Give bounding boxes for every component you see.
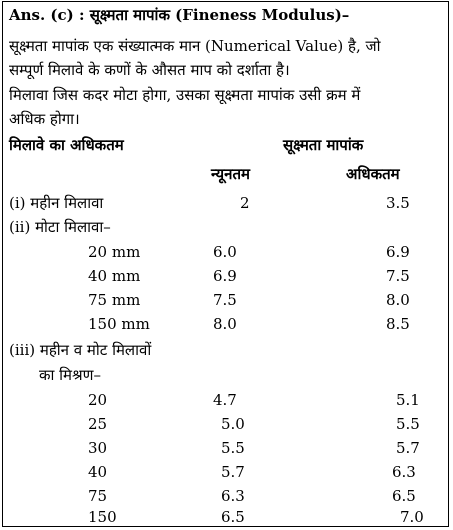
coarse-min: 7.5 [213,291,237,309]
col-min-header: न्यूनतम [211,165,250,183]
coarse-size: 150 mm [88,315,150,333]
para2-line2: अधिक होगा। [9,110,80,128]
coarse-max: 6.9 [386,243,410,261]
para1-line2: सम्पूर्ण मिलावे के कणों के औसत माप को दर्शाता है। [9,61,290,79]
mix-label-line2: का मिश्रण– [39,366,101,384]
fine-min: 2 [240,194,250,212]
para1-line1: सूक्ष्मता मापांक एक संख्यात्मक मान (Numerical Value) है, जो [9,37,381,55]
fine-max: 3.5 [386,194,410,212]
mix-max: 6.3 [392,463,416,481]
mix-size: 30 [88,439,108,457]
fine-label: (i) महीन मिलावा [9,194,104,212]
coarse-max: 8.5 [386,315,410,333]
mix-max: 7.0 [400,508,424,526]
mix-min: 6.5 [221,508,245,526]
coarse-max: 8.0 [386,291,410,309]
col-size-header: मिलावे का अधिकतम [9,136,124,154]
col-max-header: अधिकतम [346,165,400,183]
mix-size: 40 [88,463,108,481]
coarse-min: 6.9 [213,267,237,285]
answer-box [2,1,449,527]
mix-size: 20 [88,391,108,409]
coarse-min: 8.0 [213,315,237,333]
mix-size: 25 [88,415,108,433]
coarse-min: 6.0 [213,243,237,261]
mix-min: 5.0 [221,415,245,433]
para2-line1: मिलावा जिस कदर मोटा होगा, उसका सूक्ष्मता मापांक उसी क्रम में [9,86,361,104]
col-fm-header: सूक्ष्मता मापांक [283,136,364,154]
coarse-size: 20 mm [88,243,141,261]
coarse-label: (ii) मोटा मिलावा– [9,218,111,236]
mix-size: 75 [88,487,108,505]
mix-min: 5.5 [221,439,245,457]
mix-min: 6.3 [221,487,245,505]
mix-min: 5.7 [221,463,245,481]
coarse-max: 7.5 [386,267,410,285]
answer-heading: Ans. (c) : सूक्ष्मता मापांक (Fineness Modulus)– [9,6,350,24]
coarse-size: 75 mm [88,291,141,309]
mix-max: 5.7 [396,439,420,457]
mix-max: 5.1 [396,391,420,409]
mix-label-line1: (iii) महीन व मोट मिलावों [9,341,152,359]
mix-max: 5.5 [396,415,420,433]
coarse-size: 40 mm [88,267,141,285]
mix-max: 6.5 [392,487,416,505]
mix-min: 4.7 [213,391,237,409]
mix-size: 150 [88,508,117,526]
